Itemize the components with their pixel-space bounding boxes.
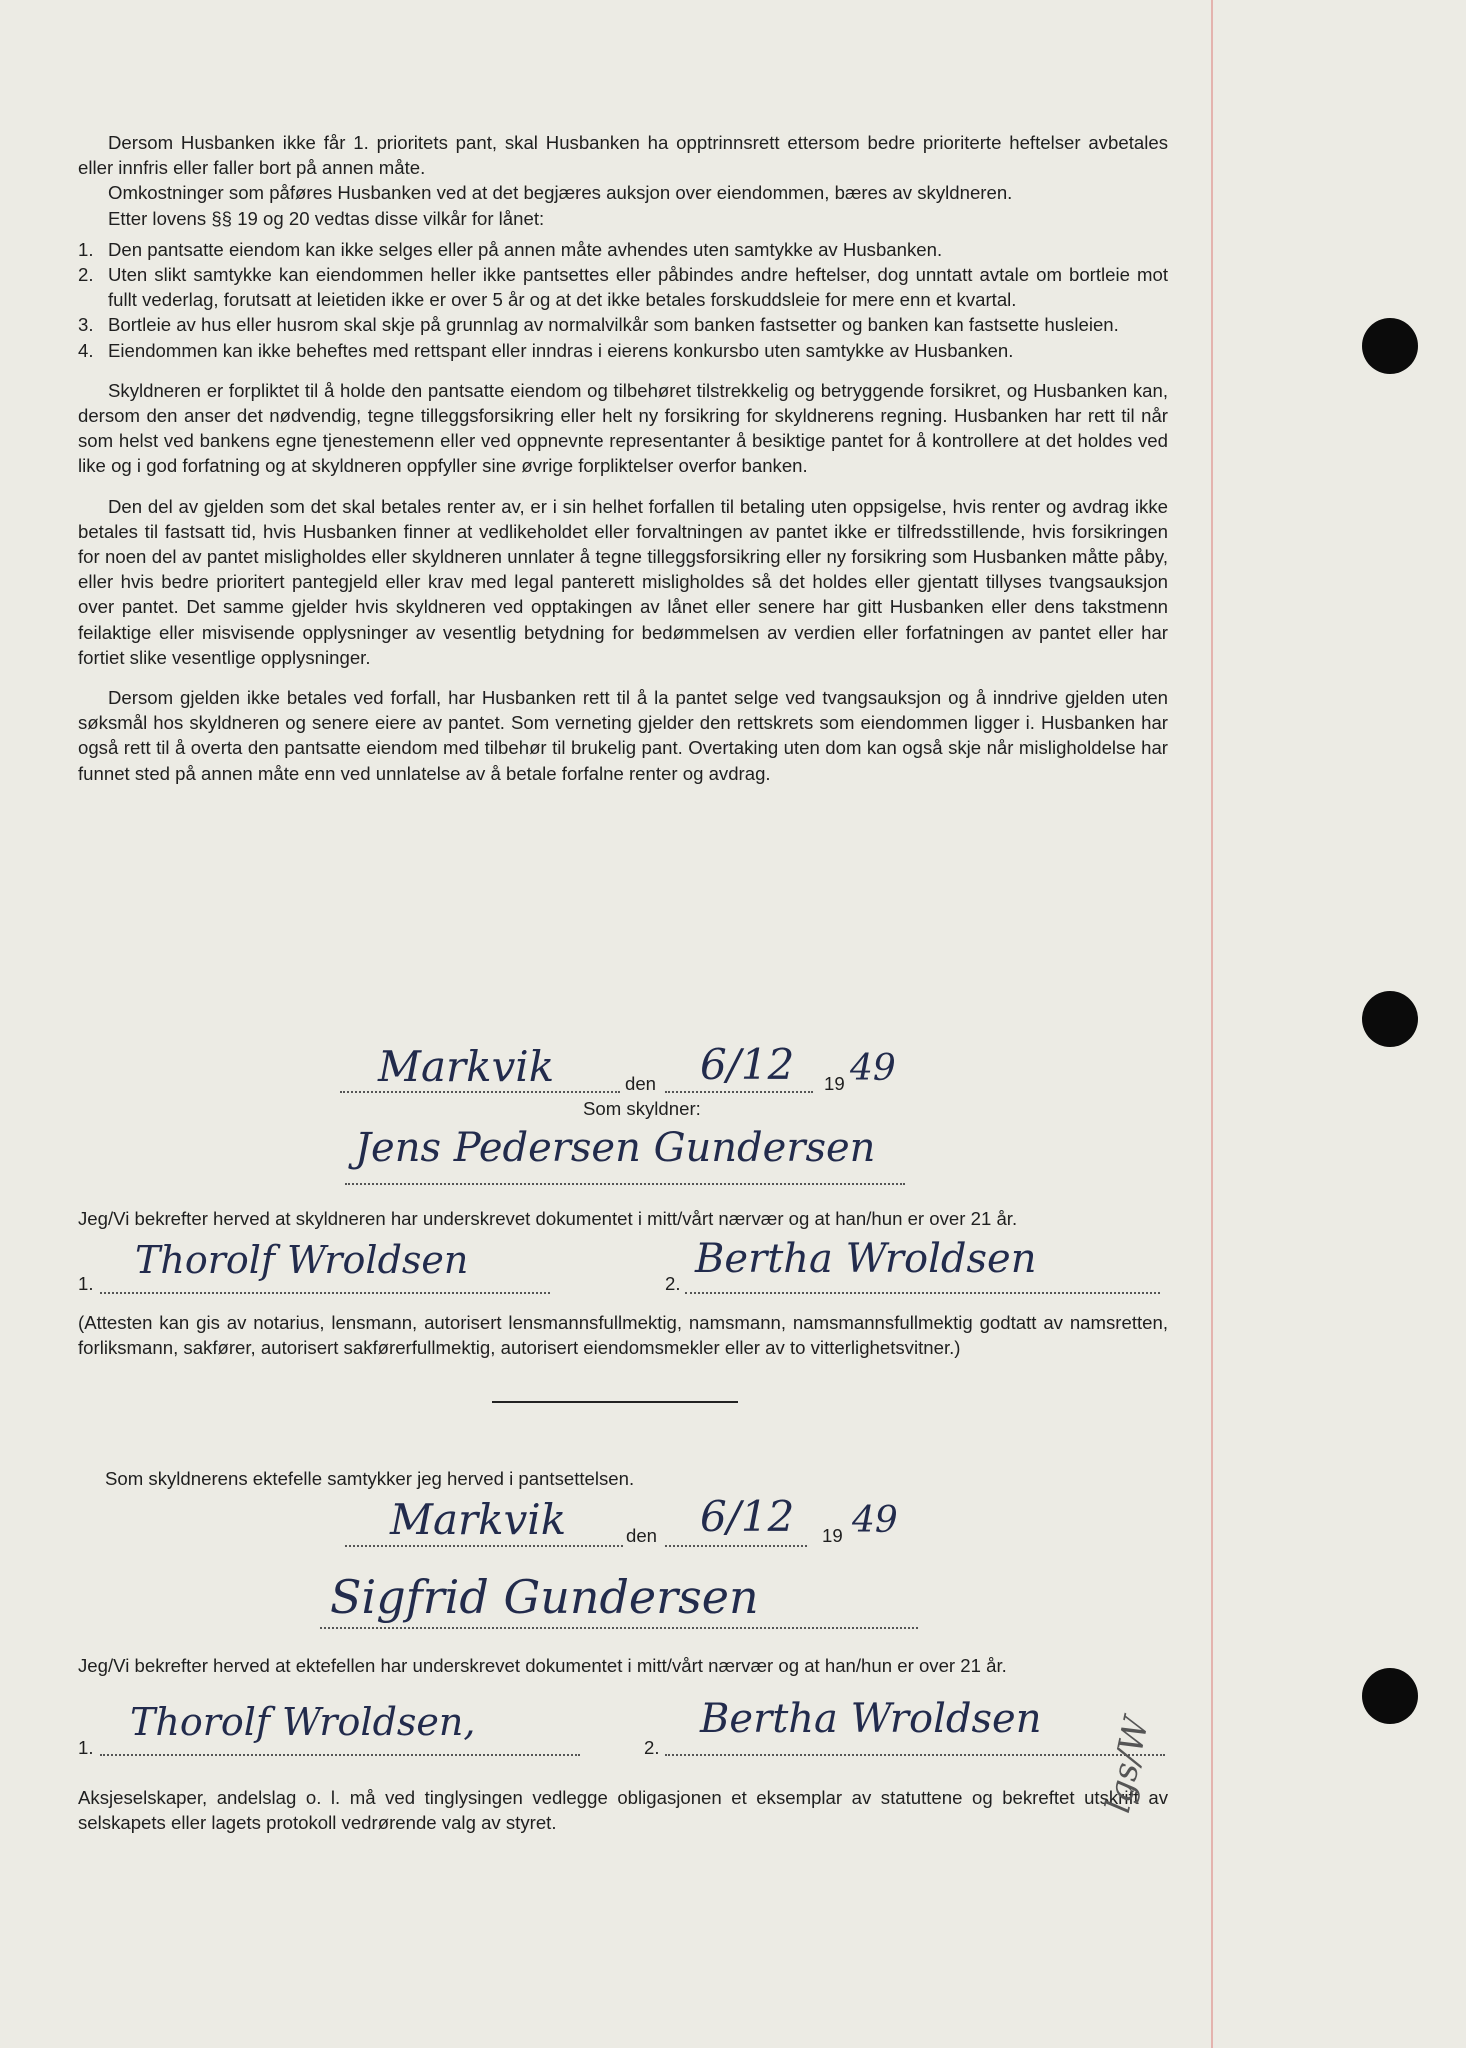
margin-line	[1211, 0, 1213, 2048]
date-handwritten: 6/12	[700, 1040, 795, 1089]
list-item	[78, 262, 1168, 312]
list-item	[78, 338, 1168, 363]
witness1-line	[100, 1292, 550, 1294]
year-prefix: 19	[822, 1525, 843, 1546]
place-line	[345, 1545, 623, 1547]
den-label: den	[626, 1525, 658, 1546]
place-line	[340, 1091, 620, 1093]
as-debtor-label: Som skyldner:	[583, 1098, 701, 1119]
witness1-number: 1.	[78, 1273, 94, 1294]
paragraph: Omkostninger som påføres Husbanken ved at det begjæres auksjon over eiendommen, bæres av skyldneren.	[108, 182, 1013, 204]
list-item	[78, 237, 1168, 262]
year-handwritten: 49	[852, 1500, 898, 1541]
attest-note: (Attesten kan gis av notarius, lensmann, autorisert lensmannsfullmektig, namsmann, namsmannsfullmektig godtatt av namsretten, forliksmann, sakfører, autorisert sakførerfullmektig, autorisert eiendomsmekler eller av to vitterlighetsvitner.)	[78, 1312, 1168, 1359]
witness2-number: 2.	[665, 1273, 681, 1294]
place-handwritten: Markvik	[390, 1495, 567, 1544]
witness1-signature: Thorolf Wroldsen,	[130, 1700, 476, 1744]
paragraph: Dersom Husbanken ikke får 1. prioritets pant, skal Husbanken ha opptrinnsrett ettersom bedre prioriterte heftelser avbetales eller innfris eller faller bort på annen måte.	[78, 132, 1168, 179]
debtor-signature: Jens Pedersen Gundersen	[355, 1125, 876, 1171]
list-number: 3.	[78, 314, 94, 336]
witness2-line	[685, 1292, 1160, 1294]
terms-section	[78, 130, 1168, 786]
list-text: Eiendommen kan ikke beheftes med rettspant eller inndras i eierens konkursbo uten samtykke av Husbanken.	[108, 339, 1014, 361]
year-handwritten: 49	[850, 1048, 896, 1089]
paragraph: Etter lovens §§ 19 og 20 vedtas disse vilkår for lånet:	[108, 207, 545, 229]
consent-text: Som skyldnerens ektefelle samtykker jeg herved i pantsettelsen.	[105, 1468, 635, 1489]
paragraph: Skyldneren er forpliktet til å holde den pantsatte eiendom og tilbehøret tilstrekkelig og betryggende forsikret, og Husbanken kan, dersom den anser det nødvendig, tegne tilleggsforsikring eller helt ny forsikring for skyldnerens regning. Husbanken har rett til når som helst ved bankens egne tjenestemenn eller ved oppnevnte representanter å besiktige pantet for å kontrollere at det holdes ved like og i god forfatning og at skyldneren oppfyller sine øvrige forpliktelser overfor banken.	[78, 379, 1168, 477]
conditions-list	[78, 237, 1168, 363]
year-prefix: 19	[824, 1073, 845, 1094]
list-text: Uten slikt samtykke kan eiendommen heller ikke pantsettes eller påbindes andre heftelser, dog unntatt avtale om bortleie mot fullt vederlag, forutsatt at leietiden ikke er over 5 år og at det ikke betales forskuddsleie for mere enn et kvartal.	[108, 264, 1168, 311]
witness1-line	[100, 1754, 580, 1756]
list-number: 1.	[78, 238, 94, 260]
footer-note: Aksjeselskaper, andelslag o. l. må ved tinglysingen vedlegge obligasjonen et eksemplar av statuttene og bekreftet utskrift av selskapets eller lagets protokoll vedrørende valg av styret.	[78, 1787, 1168, 1834]
list-number: 4.	[78, 339, 94, 361]
initials-handwritten: lgs/W	[1098, 1713, 1158, 1817]
date-line	[665, 1545, 807, 1547]
spouse-signature: Sigfrid Gundersen	[330, 1570, 759, 1624]
divider	[492, 1401, 738, 1403]
witness2-line	[665, 1754, 1165, 1756]
paragraph: Den del av gjelden som det skal betales renter av, er i sin helhet forfallen til betaling uten oppsigelse, hvis renter og avdrag ikke betales til fastsatt tid, hvis Husbanken finner at vedlikeholdet eller forvaltningen av pantet ikke er tilfredsstillende, hvis forsikringen for noen del av pantet misligholdes eller skyldneren unnlater å tegne tilleggsforsikring eller ny forsikring som Husbanken måtte påby, eller hvis bedre prioritert pantegjeld eller krav med legal panterett misligholdes så det holdes eller gjentatt tillyses tvangsauksjon over pantet. Det samme gjelder hvis skyldneren ved opptakingen av lånet eller senere har gitt Husbanken eller dens takstmenn feilaktige eller misvisende opplysninger av vesentlig betydning for bedømmelsen av verdien eller forfatningen av pantet eller har fortiet slike vesentlige opplysninger.	[78, 495, 1168, 668]
punch-hole	[1362, 991, 1418, 1047]
witness1-signature: Thorolf Wroldsen	[135, 1238, 469, 1282]
paragraph: Dersom gjelden ikke betales ved forfall, har Husbanken rett til å la pantet selge ved tvangsauksjon og å inndrive gjelden uten søksmål hos skyldneren og senere eiere av pantet. Som verneting gjelder den rettskrets som eiendommen ligger i. Husbanken har også rett til å overta den pantsatte eiendom med tilbehør til brukelig pant. Overtaking uten dom kan også skje når misligholdelse har funnet sted på annen måte enn ved unnlatelse av å betale forfalne renter og avdrag.	[78, 687, 1168, 784]
signature-line	[320, 1627, 918, 1629]
den-label: den	[625, 1073, 657, 1094]
list-item	[78, 312, 1168, 337]
witness2-number: 2.	[644, 1737, 660, 1758]
witness1-number: 1.	[78, 1737, 94, 1758]
date-handwritten: 6/12	[700, 1492, 795, 1541]
date-line	[665, 1091, 813, 1093]
witness2-signature: Bertha Wroldsen	[695, 1236, 1037, 1282]
list-text: Bortleie av hus eller husrom skal skje på grunnlag av normalvilkår som banken fastsetter og banken kan fastsette husleien.	[108, 314, 1119, 336]
punch-hole	[1362, 1668, 1418, 1724]
signature-line	[345, 1183, 905, 1185]
witness2-signature: Bertha Wroldsen	[700, 1696, 1042, 1742]
confirm-text: Jeg/Vi bekrefter herved at ektefellen har underskrevet dokumentet i mitt/vårt nærvær og at han/hun er over 21 år.	[78, 1655, 1007, 1676]
list-number: 2.	[78, 264, 94, 286]
place-handwritten: Markvik	[378, 1042, 555, 1091]
list-text: Den pantsatte eiendom kan ikke selges eller på annen måte avhendes uten samtykke av Husbanken.	[108, 238, 943, 260]
punch-hole	[1362, 318, 1418, 374]
confirm-text: Jeg/Vi bekrefter herved at skyldneren har underskrevet dokumentet i mitt/vårt nærvær og at han/hun er over 21 år.	[78, 1208, 1018, 1229]
